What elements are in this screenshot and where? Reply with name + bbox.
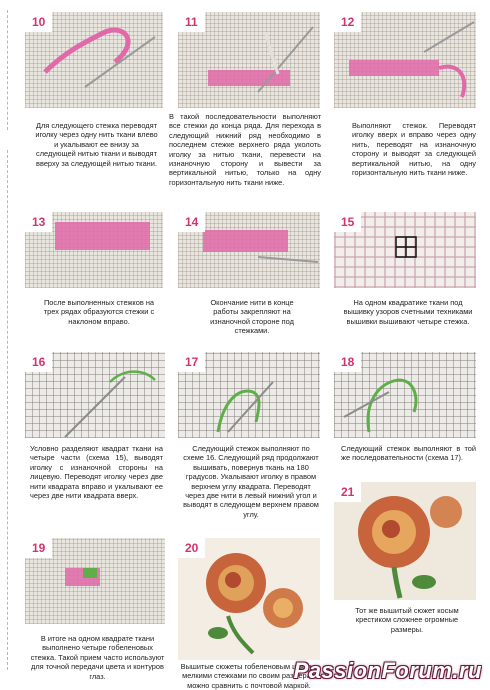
step-number: 14	[178, 212, 205, 232]
step-19-caption: В итоге на одном квадрате ткани выполнено четыре гобеленовых стежка. Такой прием часто используют для точной передачи цвета и контуров глаз.	[30, 634, 165, 681]
step-number: 18	[334, 352, 361, 372]
step-number: 20	[178, 538, 205, 558]
step-20-caption: Вышитые сюжеты гобеленовым швом и мелкими стежками по своим размерам можно сравнить с почтовой маркой.	[180, 662, 318, 690]
step-13-caption: После выполненных стежков на трех рядах образуются стежки с наклоном вправо.	[43, 298, 155, 326]
step-number: 16	[25, 352, 52, 372]
step-17-photo	[178, 352, 320, 438]
step-12-photo	[334, 12, 476, 108]
step-14-photo	[178, 212, 320, 288]
step-11-photo	[178, 12, 320, 108]
step-number: 13	[25, 212, 52, 232]
step-10-photo	[25, 12, 163, 108]
dashed-cut-line-top	[7, 10, 8, 130]
step-11-caption: В такой последовательности выполняют все стежки до конца ряда. Для перехода в следующий нижний ряд необходимо в последнем стежке верхнего ряда уколоть иголку за нитью ткани, перевести на изнаночную сторону и вывести за вертикальной нитью, только на одну горизонтальную нить ткани ниже.	[169, 112, 321, 187]
step-number: 10	[25, 12, 52, 32]
step-number: 12	[334, 12, 361, 32]
step-15-photo	[334, 212, 476, 288]
step-12-caption: Выполняют стежок. Переводят иголку вверх и вправо через одну нить, переводят на изнаночную сторону и выводят за следующей вертикальной нитью, на одну горизонтальную нить ткани ниже.	[352, 121, 476, 178]
step-number: 11	[178, 12, 205, 32]
step-17-caption: Следующий стежок выполняют по схеме 16. Следующий ряд продолжают вышивать, повернув ткань на 180 градусов. Укалывают иголку в правом верхнем углу квадрата. Переводят через две нити в левый нижний угол и выводят в следующем верхнем правом углу.	[183, 444, 319, 519]
step-number: 15	[334, 212, 361, 232]
step-16-caption: Условно разделяют квадрат ткани на четыре части (схема 15), выводят иголку с изнаночной стороны на лицевую. Переводят иголку через две нити квадрата вправо и укалывают ее через две нити квадрата вверх.	[30, 444, 163, 501]
step-18-caption: Следующий стежок выполняют в той же последовательности (схема 17).	[341, 444, 476, 463]
step-15-caption: На одном квадратике ткани под вышивку узоров счетными техниками вышивки вышивают четыре стежка.	[343, 298, 473, 326]
step-number: 17	[178, 352, 205, 372]
dashed-cut-line	[7, 150, 8, 670]
step-21-photo	[334, 482, 476, 600]
step-20-photo	[178, 538, 320, 660]
step-21-caption: Тот же вышитый сюжет косым крестиком сложнее огромные размеры.	[355, 606, 459, 634]
step-number: 19	[25, 538, 52, 558]
watermark: PassionForum.ru	[293, 658, 482, 683]
step-13-photo	[25, 212, 163, 288]
step-19-photo	[25, 538, 165, 624]
step-number: 21	[334, 482, 361, 502]
step-18-photo	[334, 352, 476, 438]
step-16-photo	[25, 352, 165, 438]
step-14-caption: Окончание нити в конце работы закрепляют на изнаночной стороне под стежками.	[210, 298, 294, 336]
step-10-caption: Для следующего стежка переводят иголку через одну нить ткани влево и укалывают ее внизу за следующей нитью ткани и выводят вверху за следующей нитью ткани.	[35, 121, 158, 168]
